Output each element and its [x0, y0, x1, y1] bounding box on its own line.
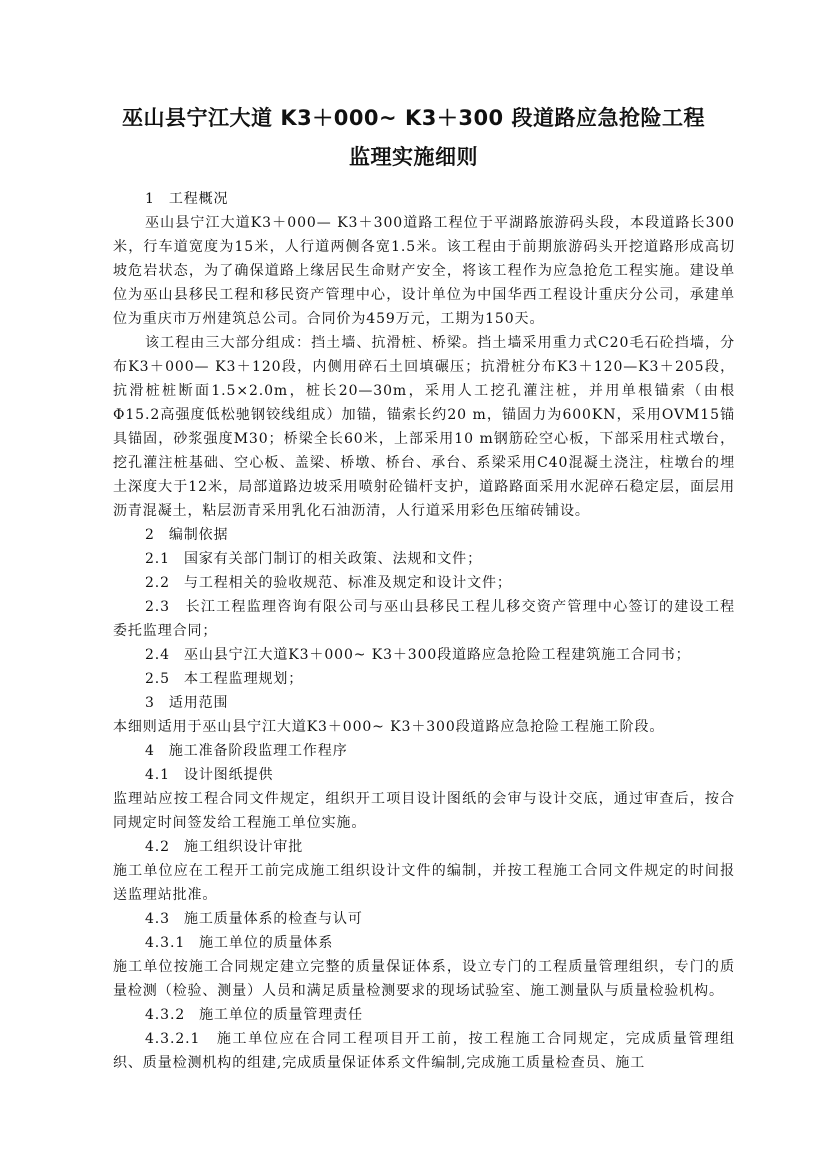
section-number: 2.4	[145, 647, 170, 663]
section-number: 4.1	[145, 767, 170, 783]
section-number: 3	[145, 695, 155, 711]
section-number: 4	[145, 743, 155, 759]
list-item: 2.3 长江工程监理咨询有限公司与巫山县移民工程儿移交资产管理中心签订的建设工程委托监理合同；	[113, 599, 735, 639]
section-heading	[113, 691, 735, 715]
subsection-heading-text: 施工组织设计审批	[183, 839, 304, 855]
document-title: 巫山县宁江大道 K3＋000~ K3＋300 段道路应急抢险工程	[122, 106, 705, 130]
section-number: 4.2	[145, 839, 170, 855]
list-item-text: 巫山县宁江大道K3＋000~ K3＋300段道路应急抢险工程建筑施工合同书；	[183, 647, 691, 663]
section-heading	[113, 739, 735, 763]
paragraph: 施工单位应在工程开工前完成施工组织设计文件的编制，并按工程施工合同文件规定的时间报送监理站批准。	[113, 863, 735, 903]
paragraph: 监理站应按工程合同文件规定，组织开工项目设计图纸的会审与设计交底，通过审查后，按合同规定时间签发给工程施工单位实施。	[113, 791, 735, 831]
subsection-heading	[113, 931, 735, 955]
section-number: 2.5	[145, 671, 170, 687]
section-heading	[113, 187, 735, 211]
section-number: 2.2	[145, 575, 170, 591]
list-item-text: 本工程监理规划；	[183, 671, 304, 687]
subsection-heading	[113, 1003, 735, 1027]
section-number: 2	[145, 527, 155, 543]
subsection-heading-text: 施工单位的质量管理责任	[199, 1007, 364, 1023]
list-item	[113, 643, 735, 667]
subsection-heading	[113, 907, 735, 931]
paragraph: 施工单位按施工合同规定建立完整的质量保证体系，设立专门的工程质量管理组织，专门的质量检测（检验、测量）人员和满足质量检测要求的现场试验室、施工测量队与质量检验机构。	[113, 959, 735, 999]
section-number: 1	[145, 191, 155, 207]
paragraph: 该工程由三大部分组成：挡土墙、抗滑桩、桥梁。挡土墙采用重力式C20毛石砼挡墙，分布K3＋000— K3＋120段，内侧用碎石土回填碾压；抗滑桩分布K3＋120—K3＋205段，抗滑桩桩断面1.5×2.0m，桩长20—30m，采用人工挖孔灌注桩，并用单根锚索（由根Φ15.2高强度低松驰钢铰线组成）加锚，锚索长约20 m，锚固力为600KN，采用OVM15锚具锚固，砂浆强度M30；桥梁全长60米，上部采用10 m钢筋砼空心板，下部采用柱式墩台，挖孔灌注桩基础、空心板、盖梁、桥墩、桥台、承台、系梁采用C40混凝土浇注，柱墩台的埋土深度大于12米，局部道路边坡采用喷射砼锚杆支护，道路路面采用水泥碎石稳定层，面层用沥青混凝土，粘层沥青采用乳化石油沥清，人行道采用彩色压缩砖铺设。	[113, 335, 735, 519]
section-number: 4.3.1	[145, 935, 186, 951]
section-heading	[113, 523, 735, 547]
list-item	[113, 667, 735, 691]
subsection-heading	[113, 763, 735, 787]
list-item	[113, 571, 735, 595]
section-number: 2.1	[145, 551, 170, 567]
subsection-heading	[113, 835, 735, 859]
subsection-heading-text: 施工单位的质量体系	[199, 935, 334, 951]
subsection-heading-text: 设计图纸提供	[183, 767, 274, 783]
list-item-text: 与工程相关的验收规范、标准及规定和设计文件；	[183, 575, 512, 591]
section-heading-text: 施工准备阶段监理工作程序	[168, 743, 348, 759]
paragraph: 本细则适用于巫山县宁江大道K3＋000~ K3＋300段道路应急抢险工程施工阶段。	[113, 719, 665, 735]
paragraph: 巫山县宁江大道K3＋000— K3＋300道路工程位于平湖路旅游码头段，本段道路长300米，行车道宽度为15米，人行道两侧各宽1.5米。该工程由于前期旅游码头开挖道路形成高切坡危岩状态，为了确保道路上缘居民生命财产安全，将该工程作为应急抢危工程实施。建设单位为巫山县移民工程和移民资产管理中心，设计单位为中国华西工程设计重庆分公司，承建单位为重庆市万州建筑总公司。合同价为459万元，工期为150天。	[113, 215, 735, 327]
subsection-heading-text: 施工质量体系的检查与认可	[183, 911, 363, 927]
document-body	[113, 187, 735, 1075]
paragraph: 4.3.2.1 施工单位应在合同工程项目开工前，按工程施工合同规定，完成质量管理组织、质量检测机构的组建,完成质量保证体系文件编制,完成施工质量检查员、施工	[113, 1031, 735, 1071]
section-heading-text: 适用范围	[168, 695, 229, 711]
list-item	[113, 547, 735, 571]
section-number: 4.3.2	[145, 1007, 186, 1023]
section-heading-text: 工程概况	[168, 191, 229, 207]
document-subtitle: 监理实施细则	[349, 145, 478, 169]
section-number: 4.3	[145, 911, 170, 927]
list-item-text: 国家有关部门制订的相关政策、法规和文件；	[183, 551, 482, 567]
section-heading-text: 编制依据	[168, 527, 229, 543]
